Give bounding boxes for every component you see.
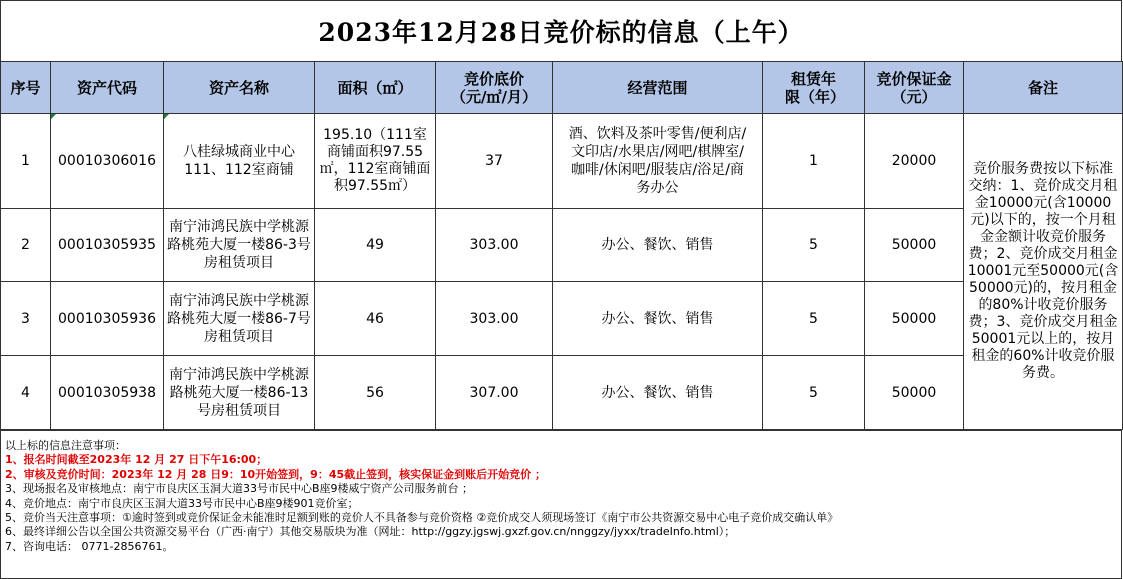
- cell-name: 南宁沛鸿民族中学桃源路桃苑大厦一楼86-13号房租赁项目: [164, 356, 315, 430]
- cell-area: 195.10（111室商铺面积97.55㎡，112室商铺面积97.55㎡）: [315, 114, 436, 209]
- cell-years: 1: [763, 114, 865, 209]
- note-item-registration: 1、报名时间截至2023年 12 月 27 日下午16:00；: [5, 453, 268, 467]
- header-deposit: 竞价保证金（元）: [865, 62, 964, 114]
- cell-deposit: 50000: [865, 356, 964, 430]
- cell-scope: 办公、餐饮、销售: [553, 282, 763, 356]
- cell-years: 5: [763, 282, 865, 356]
- note-item-auction-place: 4、竞价地点：南宁市良庆区玉洞大道33号市民中心B座9楼901竞价室；: [5, 496, 359, 510]
- cell-price: 303.00: [436, 209, 553, 282]
- cell-price: 307.00: [436, 356, 553, 430]
- cell-area: 49: [315, 209, 436, 282]
- header-scope: 经营范围: [553, 62, 763, 114]
- table-row: [1, 209, 1123, 282]
- header-price: 竞价底价（元/㎡/月）: [436, 62, 553, 114]
- note-item-contact: 7、咨询电话： 0771-2856761。: [5, 539, 174, 553]
- cell-name: 南宁沛鸿民族中学桃源路桃苑大厦一楼86-3号房租赁项目: [164, 209, 315, 282]
- cell-years: 5: [763, 356, 865, 430]
- cell-scope: 办公、餐饮、销售: [553, 209, 763, 282]
- header-note: 备注: [964, 62, 1123, 114]
- cell-scope: 办公、餐饮、销售: [553, 356, 763, 430]
- note-item-review-time: 2、审核及竞价时间：2023年 12 月 28 日9：10开始签到，9：45截止签到，核实保证金到账后开始竞价 ；: [5, 467, 546, 481]
- cell-remark: 竞价服务费按以下标准交纳：1、竞价成交月租金10000元(含10000元)以下的，按一个月租金金额计收竞价服务费；2、竞价成交月租金10001元至50000元(含50000元)的，按月租金的80%计收竞价服务费；3、竞价成交月租金50001元以上的，按月租金的60%计收竞价服务费。: [964, 114, 1123, 430]
- cell-code: 00010305938: [51, 356, 164, 430]
- notes-section: [0, 430, 1122, 579]
- note-item-final-notice: 6、最终详细公告以全国公共资源交易平台（广西·南宁）其他交易版块为准（网址：http://ggzy.jgswj.gxzf.gov.cn/nnggzy/jyxx/tradeInfo.html）；: [5, 525, 736, 539]
- cell-seq: 3: [1, 282, 51, 356]
- cell-code: 00010305936: [51, 282, 164, 356]
- table-row: [1, 282, 1123, 356]
- cell-seq: 2: [1, 209, 51, 282]
- cell-seq: 4: [1, 356, 51, 430]
- header-seq: 序号: [1, 62, 51, 114]
- header-name: 资产名称: [164, 62, 315, 114]
- auction-table: [0, 61, 1123, 430]
- cell-deposit: 50000: [865, 209, 964, 282]
- header-years: 租赁年限（年）: [763, 62, 865, 114]
- notes-heading: 以上标的信息注意事项：: [5, 439, 126, 452]
- cell-price: 303.00: [436, 282, 553, 356]
- note-item-day-of-auction: 5、竞价当天注意事项：①逾时签到或竞价保证金未能准时足额到账的竞价人不具备参与竞价资格 ②竞价成交人须现场签订《南宁市公共资源交易中心电子竞价成交确认单》: [5, 511, 839, 525]
- table-header-row: [1, 62, 1123, 114]
- table-row: [1, 114, 1123, 209]
- cell-deposit: 20000: [865, 114, 964, 209]
- cell-seq: 1: [1, 114, 51, 209]
- cell-code: 00010306016: [51, 114, 164, 209]
- cell-scope: 酒、饮料及茶叶零售/便利店/文印店/水果店/网吧/棋牌室/咖啡/休闲吧/服装店/浴足/商务办公: [553, 114, 763, 209]
- note-item-registration-place: 3、现场报名及审核地点：南宁市良庆区玉洞大道33号市民中心B座9楼威宁资产公司服务前台 ；: [5, 482, 474, 496]
- cell-code: 00010305935: [51, 209, 164, 282]
- cell-price: 37: [436, 114, 553, 209]
- table-row: [1, 356, 1123, 430]
- cell-area: 56: [315, 356, 436, 430]
- cell-years: 5: [763, 209, 865, 282]
- cell-deposit: 50000: [865, 282, 964, 356]
- header-area: 面积（㎡）: [315, 62, 436, 114]
- cell-name: 南宁沛鸿民族中学桃源路桃苑大厦一楼86-7号房租赁项目: [164, 282, 315, 356]
- cell-name: 八桂绿城商业中心111、112室商铺: [164, 114, 315, 209]
- header-code: 资产代码: [51, 62, 164, 114]
- page-title: 2023年12月28日竞价标的信息（上午）: [0, 0, 1122, 62]
- cell-area: 46: [315, 282, 436, 356]
